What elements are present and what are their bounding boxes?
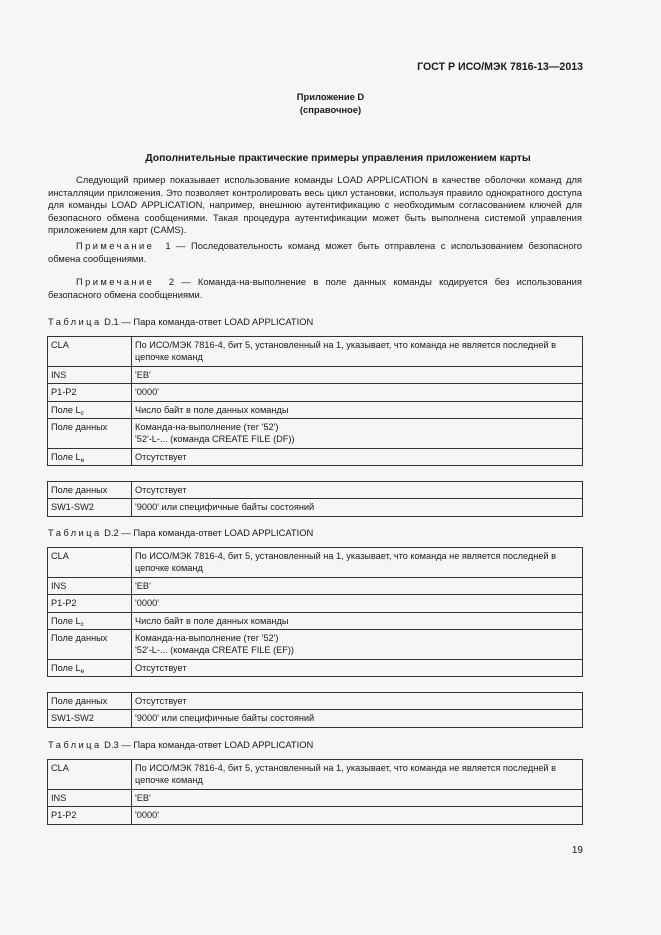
table-row [48, 760, 583, 790]
table-cell-text: Поле L [51, 615, 81, 626]
table-cell-line: Команда-на-выполнение (тег '52') [135, 633, 279, 644]
section-heading: Дополнительные практические примеры управления приложением карты [145, 153, 531, 164]
table-cell [48, 659, 132, 676]
table-cell: По ИСО/МЭК 7816-4, бит 5, установленный на 1, указывает, что команда не является последней в цепочке команд [132, 337, 583, 367]
table-row [48, 693, 583, 710]
table-row [48, 630, 583, 660]
table-cell: SW1-SW2 [48, 499, 132, 516]
table-row [48, 577, 583, 594]
table-cell: 'EB' [132, 789, 583, 806]
note-1-label: Примечание [76, 240, 155, 251]
table-d3-caption [48, 739, 313, 752]
table-cell [48, 612, 132, 629]
document-standard-header: ГОСТ Р ИСО/МЭК 7816-13—2013 [417, 61, 583, 73]
table-cell: Число байт в поле данных команды [132, 401, 583, 418]
table-cell: Поле данных [48, 630, 132, 660]
table-cell-subscript: c [80, 409, 84, 417]
table-cell: По ИСО/МЭК 7816-4, бит 5, установленный на 1, указывает, что команда не является последней в цепочке команд [132, 548, 583, 578]
table-cell: CLA [48, 548, 132, 578]
table-cell: P1-P2 [48, 807, 132, 824]
table-cell: P1-P2 [48, 595, 132, 612]
table-cell: Поле данных [48, 419, 132, 449]
table-d2-response [47, 692, 583, 728]
table-row [48, 384, 583, 401]
table-cell: По ИСО/МЭК 7816-4, бит 5, установленный на 1, указывает, что команда не является последней в цепочке команд [132, 760, 583, 790]
table-d3-caption-text: D.3 — Пара команда-ответ LOAD APPLICATION [104, 739, 314, 750]
table-cell [48, 401, 132, 418]
appendix-title: Приложение D [296, 91, 365, 102]
table-cell-line: '52'-L-... (команда CREATE FILE (DF)) [135, 434, 295, 445]
table-d1-command [47, 336, 583, 466]
table-cell: '0000' [132, 595, 583, 612]
table-cell: 'EB' [132, 366, 583, 383]
table-cell: INS [48, 577, 132, 594]
table-cell: Отсутствует [132, 482, 583, 499]
table-cell-subscript: e [80, 667, 85, 675]
table-cell: P1-P2 [48, 384, 132, 401]
table-cell: CLA [48, 760, 132, 790]
table-row [48, 337, 583, 367]
table-cell: Отсутствует [132, 448, 583, 465]
table-d3-label: Таблица [48, 739, 102, 750]
note-2 [48, 276, 582, 301]
table-cell-subscript: e [80, 456, 85, 464]
table-cell: SW1-SW2 [48, 710, 132, 727]
table-row [48, 548, 583, 578]
table-row [48, 710, 583, 727]
table-row [48, 807, 583, 824]
table-row [48, 595, 583, 612]
table-d2-command [47, 547, 583, 677]
table-cell: '0000' [132, 807, 583, 824]
table-cell [48, 448, 132, 465]
table-cell: INS [48, 366, 132, 383]
note-1-text: 1 — Последовательность команд может быть отправлена с использованием безопасного обмена сообщениями. [48, 240, 582, 264]
table-cell [132, 630, 583, 660]
table-cell: Поле данных [48, 693, 132, 710]
table-cell-line: '52'-L-... (команда CREATE FILE (EF)) [135, 645, 294, 656]
table-cell: Отсутствует [132, 659, 583, 676]
table-row [48, 612, 583, 629]
table-row [48, 448, 583, 465]
table-row [48, 499, 583, 516]
table-d1-label: Таблица [48, 316, 102, 327]
table-cell: CLA [48, 337, 132, 367]
table-row [48, 659, 583, 676]
table-cell: Число байт в поле данных команды [132, 612, 583, 629]
note-2-text: 2 — Команда-на-выполнение в поле данных команды кодируется без использования безопасного обмена сообщениями. [48, 276, 582, 300]
table-cell [132, 419, 583, 449]
table-d3-command [47, 759, 583, 825]
appendix-subtitle: (справочное) [299, 104, 362, 115]
table-cell-text: Поле L [51, 451, 81, 462]
table-d2-label: Таблица [48, 527, 102, 538]
table-d1-response [47, 481, 583, 517]
table-cell: INS [48, 789, 132, 806]
table-cell: '0000' [132, 384, 583, 401]
table-cell: '9000' или специфичные байты состояний [132, 710, 583, 727]
table-d2-caption-text: D.2 — Пара команда-ответ LOAD APPLICATION [104, 527, 314, 538]
table-row [48, 482, 583, 499]
note-2-label: Примечание [76, 276, 155, 287]
page-number: 19 [571, 845, 583, 856]
table-cell-subscript: c [80, 620, 84, 628]
table-d1-caption-text: D.1 — Пара команда-ответ LOAD APPLICATION [104, 316, 314, 327]
table-cell: Поле данных [48, 482, 132, 499]
table-row [48, 401, 583, 418]
note-1 [48, 240, 582, 265]
table-cell: '9000' или специфичные байты состояний [132, 499, 583, 516]
table-cell: Отсутствует [132, 693, 583, 710]
intro-paragraph: Следующий пример показывает использование команды LOAD APPLICATION в качестве оболочки команд для инсталляции приложения. Это позволяет контролировать весь цикл установки, используя правило однократного доступа для команды LOAD APPLICATION, например, внешнюю аутентификацию с необходимым согласованием ключей для безопасного обмена сообщениями. Такая процедура аутентификации может быть выполнена системой управления приложением для карт (CAMS). [48, 174, 582, 236]
table-cell-line: Команда-на-выполнение (тег '52') [135, 422, 279, 433]
table-row [48, 789, 583, 806]
table-cell-text: Поле L [51, 662, 81, 673]
table-d2-caption [48, 527, 313, 540]
table-row [48, 419, 583, 449]
table-cell-text: Поле L [51, 404, 81, 415]
table-cell: 'EB' [132, 577, 583, 594]
table-d1-caption [48, 316, 313, 329]
table-row [48, 366, 583, 383]
